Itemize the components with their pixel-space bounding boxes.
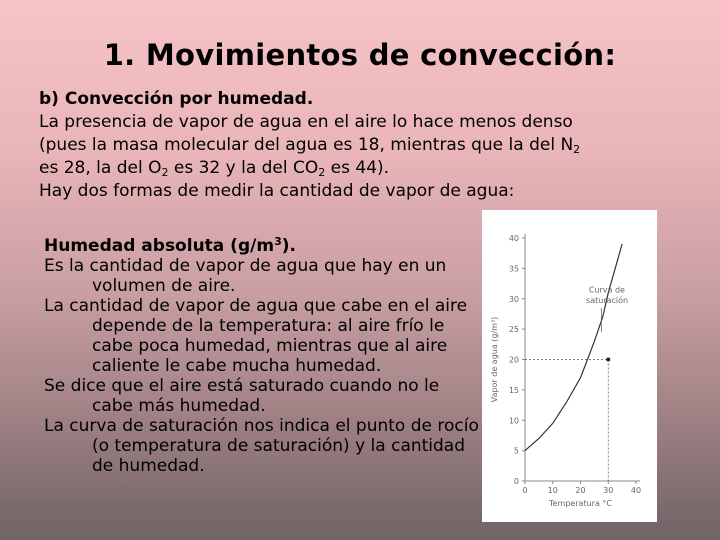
intro-line: (pues la masa molecular del agua es 18, mientras que la del $N_2$ [39,135,581,156]
x-tick-label: 40 [630,486,642,495]
y-tick-label: 20 [508,355,519,365]
y-tick-label: 35 [508,264,519,274]
curve-annotation-line: Curva de [588,285,625,295]
y-tick-label: 25 [508,325,519,335]
chart-canvas [482,210,657,522]
y-tick-label: 0 [513,477,519,486]
intro-text [39,88,709,203]
y-tick-label: 15 [508,385,519,395]
paragraph: La cantidad de vapor de agua que cabe en el aire depende de la temperatura: al aire frío le cabe poca humedad, mientras que al aire caliente le cabe mucha humedad. [44,296,468,376]
y-tick-label: 5 [513,446,519,456]
x-tick-label: 10 [547,486,558,495]
section-heading: b) Convección por humedad. [39,89,314,109]
saturation-curve [525,244,622,451]
y-tick-label: 30 [508,294,519,304]
marked-point [606,358,610,362]
y-tick-label: 40 [508,234,519,243]
y-tick-label: 10 [508,416,519,426]
curve-annotation-line: saturación [586,296,629,306]
intro-line: La presencia de vapor de agua en el aire lo hace menos denso [39,112,573,132]
humidity-text-block [44,236,484,476]
paragraph: Es la cantidad de vapor de agua que hay en un volumen de aire. [44,256,447,296]
intro-line: es 28, la del $O_2$ es 32 y la del $CO_2$ es 44). [39,158,390,179]
x-axis-title: Temperatura °C [549,499,612,508]
saturation-chart [482,210,657,522]
paragraph: Se dice que el aire está saturado cuando no le cabe más humedad. [44,376,440,416]
slide-title: 1. Movimientos de convección: [103,38,617,72]
x-tick-label: 20 [575,486,586,495]
x-tick-label: 0 [522,486,528,495]
y-axis-title: Vapor de agua (g/m³) [490,316,499,403]
subsection-heading: Humedad absoluta $(g/m^3)$. [44,235,296,256]
intro-line: Hay dos formas de medir la cantidad de vapor de agua: [39,181,515,201]
x-tick-label: 30 [603,486,614,495]
paragraph: La curva de saturación nos indica el punto de rocío (o temperatura de saturación) y la cantidad de humedad. [44,416,479,476]
